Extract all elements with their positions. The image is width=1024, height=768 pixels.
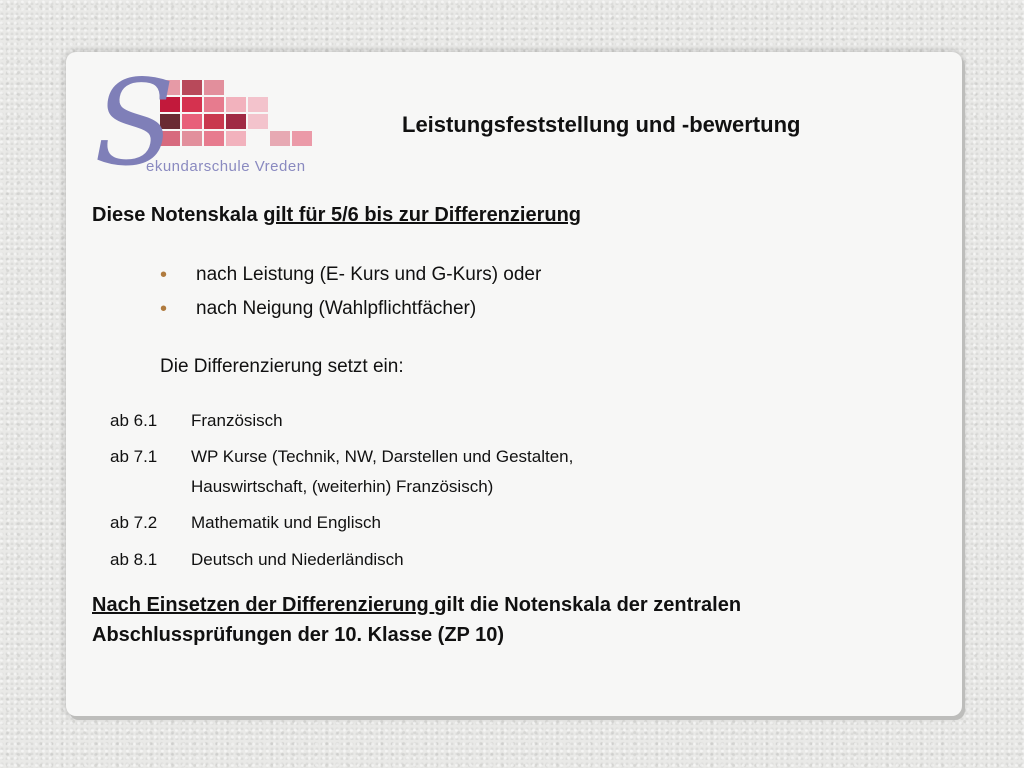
logo-tile — [226, 97, 246, 112]
subtitle-plain: Diese Notenskala — [92, 204, 264, 226]
logo-tile — [226, 114, 246, 129]
logo-tile — [204, 97, 224, 112]
logo-school-name: ekundarschule Vreden — [146, 158, 306, 175]
logo-tile — [182, 97, 202, 112]
logo-tile — [182, 80, 202, 95]
logo-tile — [292, 131, 312, 146]
schedule-intro: Die Differenzierung setzt ein: — [160, 356, 404, 377]
logo-tile — [204, 80, 224, 95]
logo-tile — [204, 131, 224, 146]
schedule-when: ab 6.1 — [110, 411, 158, 430]
slide-subtitle — [92, 204, 581, 227]
logo-tile — [248, 114, 268, 129]
slide-card — [66, 52, 962, 716]
conclusion-underlined: Nach Einsetzen der Differenzierung — [92, 594, 435, 616]
logo-tile — [270, 131, 290, 146]
bullet-icon: • — [160, 264, 168, 286]
logo-tile — [182, 114, 202, 129]
schedule-what: Deutsch und Niederländisch — [191, 550, 404, 569]
schedule-when: ab 8.1 — [110, 550, 158, 569]
schedule-what-line1: WP Kurse (Technik, NW, Darstellen und Gestalten, — [191, 447, 574, 466]
slide-title-text: Leistungsfeststellung und -bewertung — [402, 112, 801, 137]
logo-tile — [204, 114, 224, 129]
bullet-item — [158, 292, 541, 326]
schedule-what-line2: Hauswirtschaft, (weiterhin) Französisch) — [191, 477, 494, 496]
differentiation-bullets — [158, 258, 541, 326]
schedule-what: Mathematik und Englisch — [191, 513, 381, 532]
slide-title — [402, 112, 800, 138]
bullet-text: nach Leistung (E- Kurs und G-Kurs) oder — [196, 264, 542, 285]
subtitle-underlined: gilt für 5/6 bis zur Differenzierung — [263, 204, 582, 226]
bullet-text: nach Neigung (Wahlpflichtfächer) — [196, 298, 477, 319]
schedule-what — [191, 442, 711, 502]
conclusion-plain: gilt die Notenskala der zentralen Abschlussprüfungen der 10. Klasse (ZP 10) — [92, 594, 742, 646]
conclusion-text — [92, 590, 932, 650]
logo-tile — [182, 131, 202, 146]
logo-tile — [248, 97, 268, 112]
bullet-item — [158, 258, 541, 292]
schedule-what: Französisch — [191, 411, 283, 430]
logo-tile — [226, 131, 246, 146]
school-logo — [94, 54, 344, 192]
logo-letter: S — [94, 54, 175, 192]
schedule-when: ab 7.2 — [110, 513, 158, 532]
schedule-when: ab 7.1 — [110, 447, 158, 466]
bullet-icon: • — [160, 298, 168, 320]
